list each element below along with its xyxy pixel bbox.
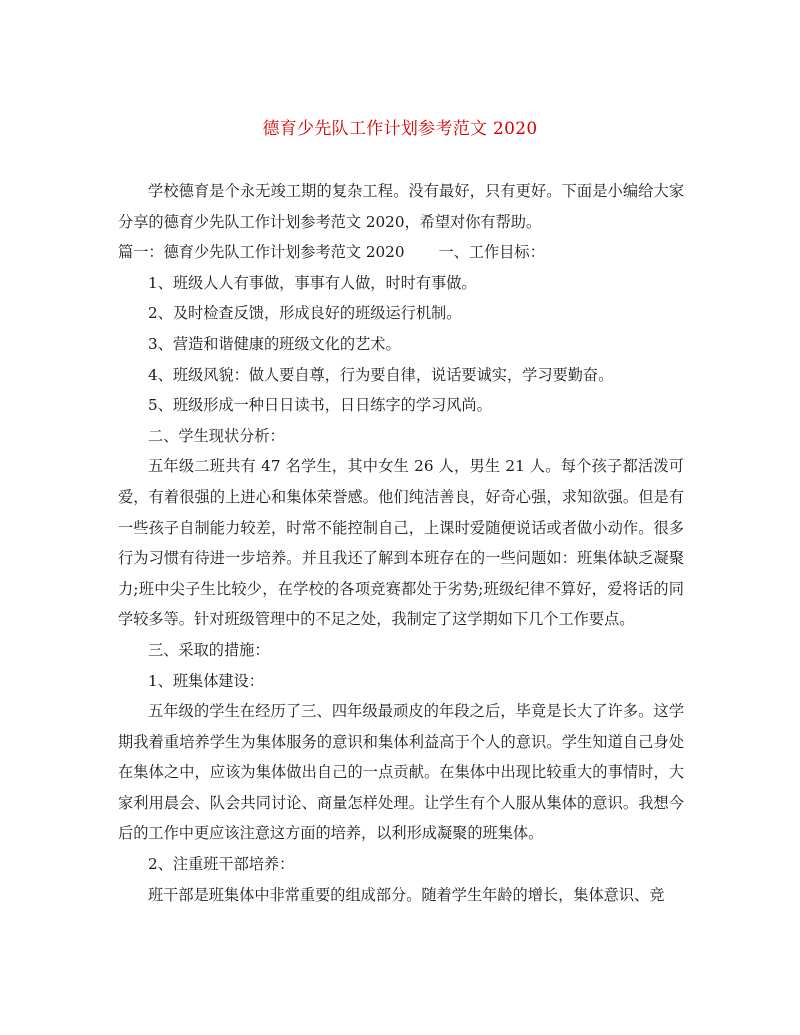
- intro-paragraph: 学校德育是个永无竣工期的复杂工程。没有最好，只有更好。下面是小编给大家分享的德育少先队工作计划参考范文 2020，希望对你有帮助。: [118, 182, 684, 231]
- goal-item-3: 3、营造和谐健康的班级文化的艺术。: [148, 334, 401, 353]
- goal-item-2: 2、及时检查反馈，形成良好的班级运行机制。: [148, 304, 462, 323]
- measures-heading: 三、采取的措施：: [148, 640, 270, 659]
- measure-2-paragraph: 班干部是班集体中非常重要的组成部分。随着学生年龄的增长，集体意识、竞: [148, 885, 665, 904]
- analysis-heading: 二、学生现状分析：: [148, 426, 285, 445]
- goal-item-1: 1、班级人人有事做，事事有人做，时时有事做。: [148, 273, 477, 292]
- measure-2-heading: 2、注重班干部培养：: [148, 855, 295, 874]
- measure-1-paragraph: 五年级的学生在经历了三、四年级最顽皮的年段之后，毕竟是长大了许多。这学期我着重培养学生为集体服务的意识和集体利益高于个人的意识。学生知道自己身处在集体之中，应该为集体做出自己的一点贡献。在集体中出现比较重大的事情时，大家利用晨会、队会共同讨论、商量怎样处理。让学生有个人服从集体的意识。我想今后的工作中更应该注意这方面的培养，以利形成凝聚的班集体。: [118, 702, 684, 843]
- analysis-paragraph: 五年级二班共有 47 名学生，其中女生 26 人，男生 21 人。每个孩子都活泼可爱，有着很强的上进心和集体荣誉感。他们纯洁善良，好奇心强，求知欲强。但是有一些孩子自制能力较差，时常不能控制自己，上课时爱随便说话或者做小动作。很多行为习惯有待进一步培养。并且我还了解到本班存在的一些问题如：班集体缺乏凝聚力;班中尖子生比较少，在学校的各项竞赛都处于劣势;班级纪律不算好，爱将话的同学较多等。针对班级管理中的不足之处，我制定了这学期如下几个工作要点。: [118, 457, 684, 629]
- document-title: 德育少先队工作计划参考范文 2020: [262, 119, 538, 139]
- goal-item-4: 4、班级风貌：做人要自尊，行为要自律，说话要诚实，学习要勤奋。: [148, 365, 614, 384]
- chapter-label: 篇一：德育少先队工作计划参考范文 2020: [118, 243, 405, 262]
- chapter-line: [118, 237, 684, 268]
- goal-item-5: 5、班级形成一种日日读书，日日练字的学习风尚。: [148, 396, 492, 415]
- goals-heading: 一、工作目标：: [438, 243, 545, 262]
- measure-1-heading: 1、班集体建设：: [148, 671, 264, 690]
- document-body: [118, 176, 684, 910]
